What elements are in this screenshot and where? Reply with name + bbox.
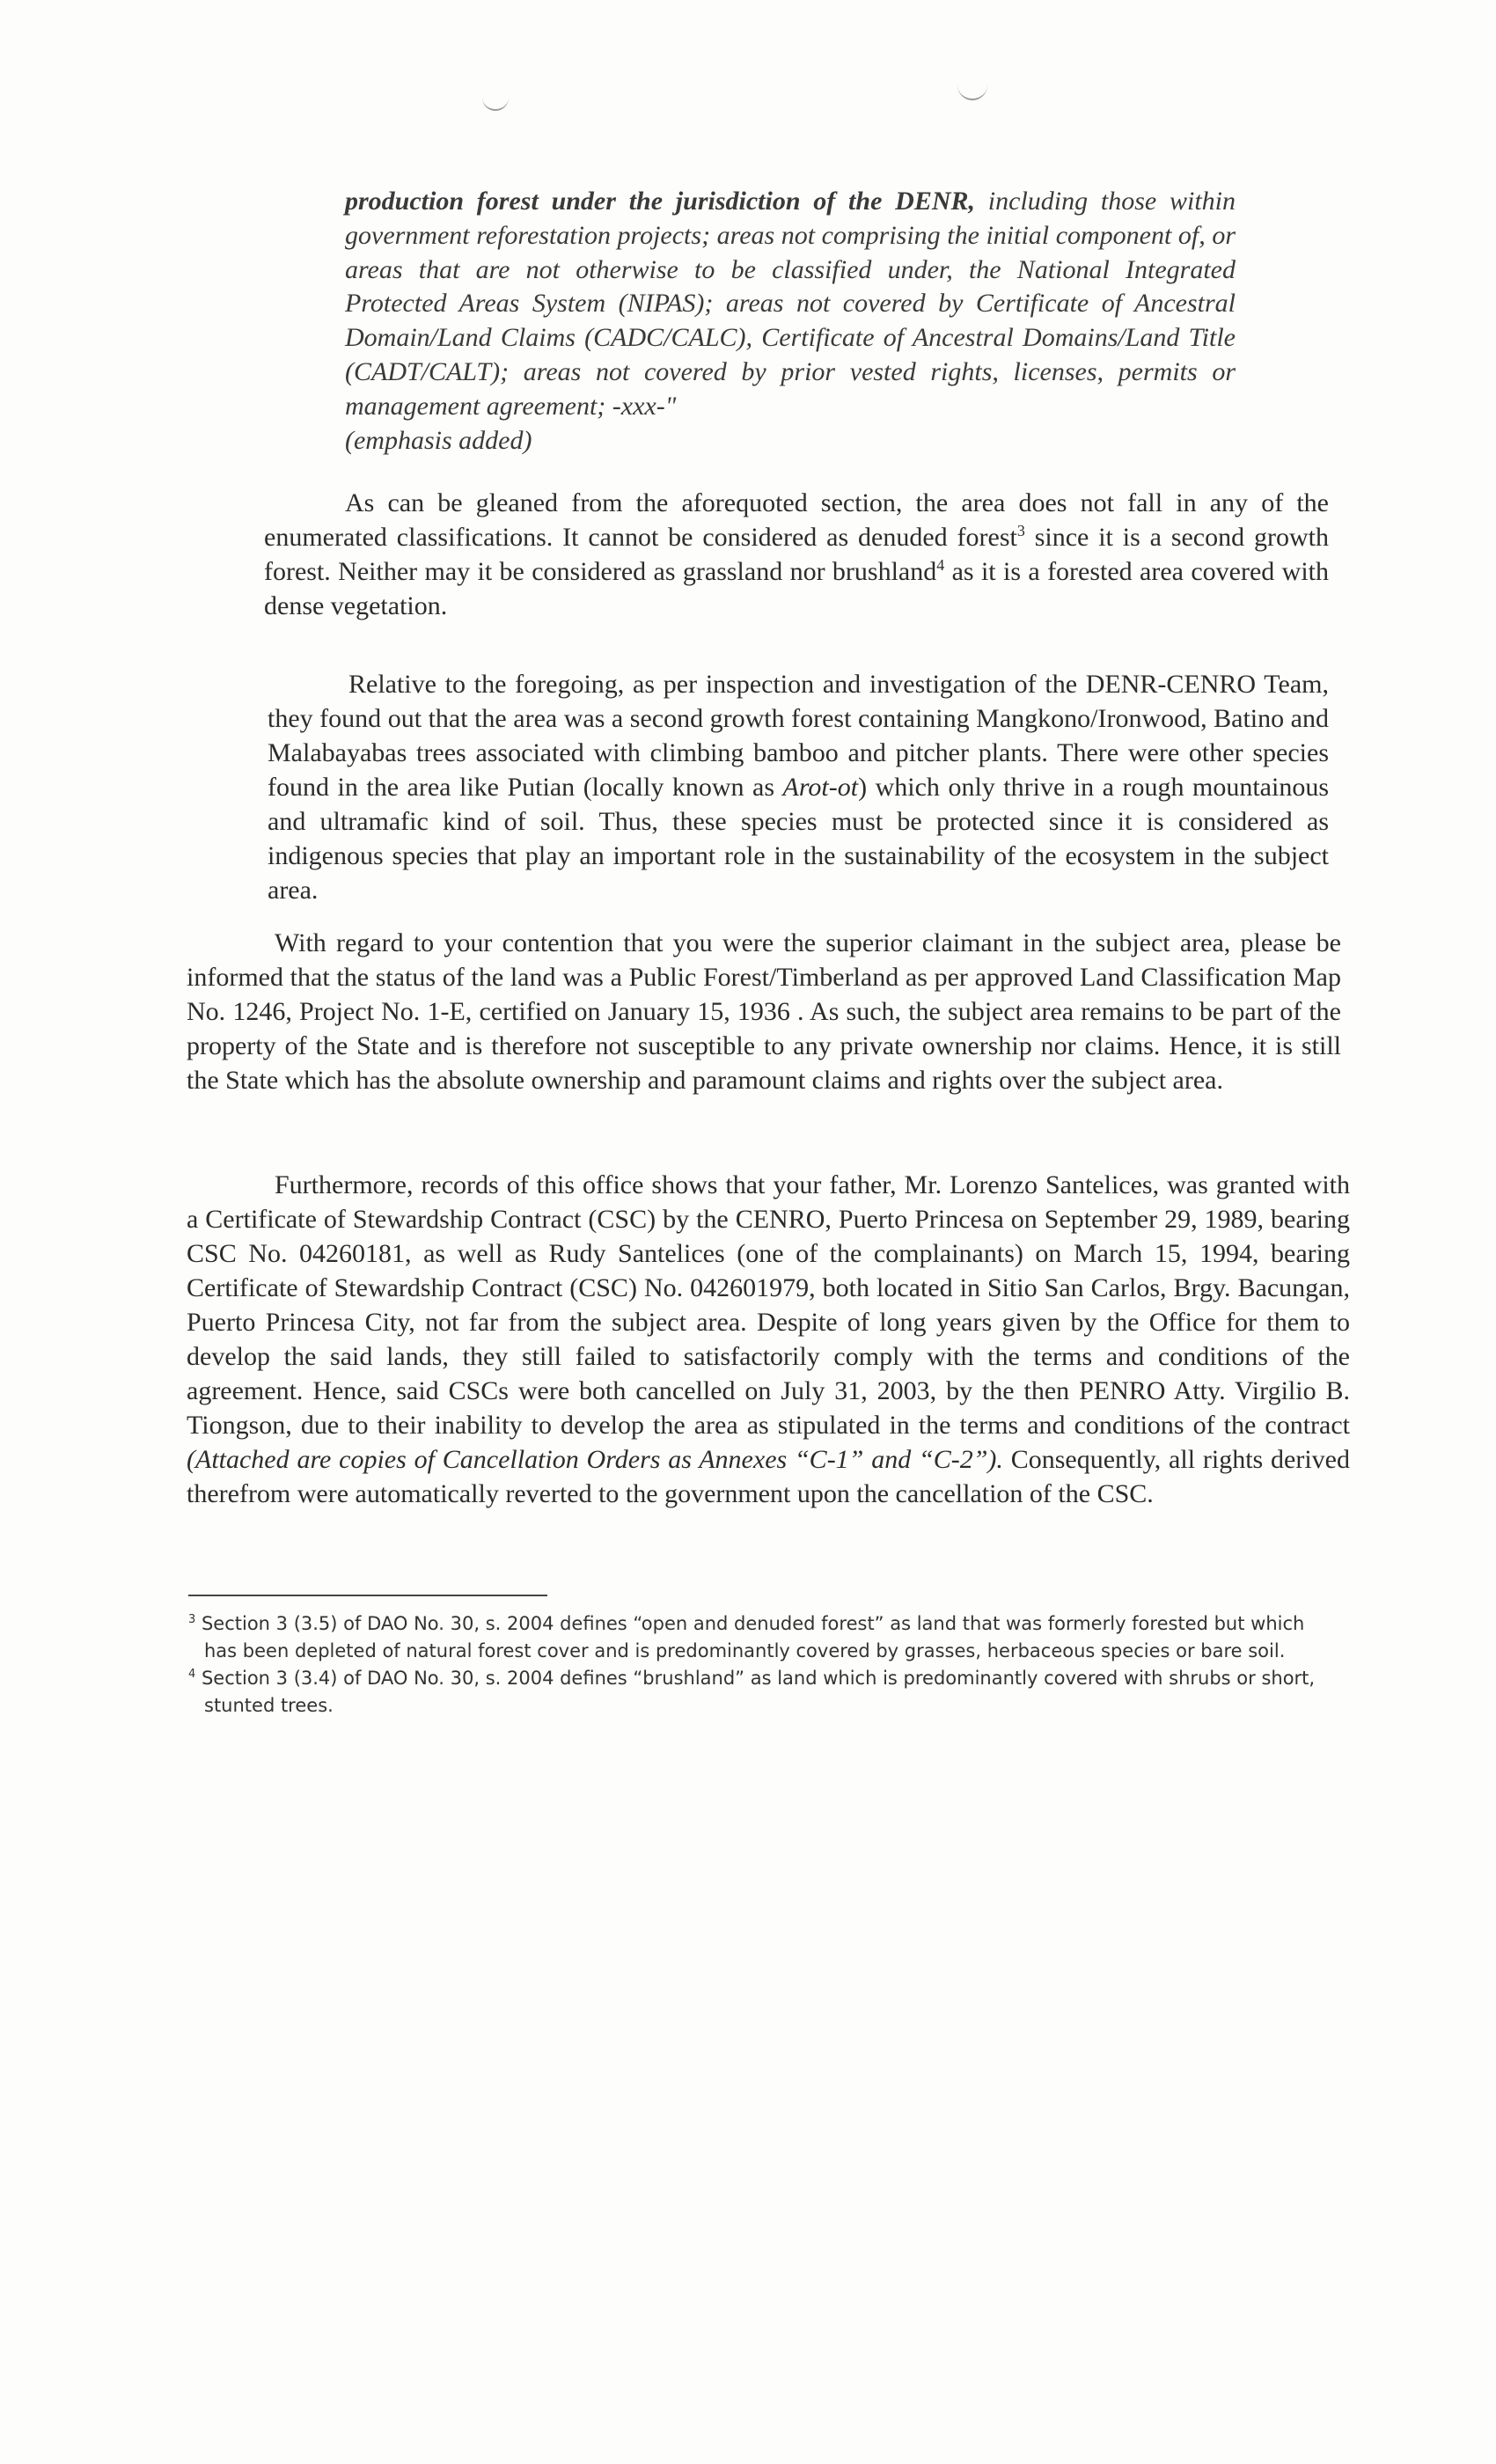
paragraph-classification: [264, 486, 1329, 623]
footnote-number: 3: [188, 1613, 196, 1626]
emphasis-note: (emphasis added): [345, 425, 532, 455]
scan-mark: [482, 92, 509, 111]
paragraph-land-status: [187, 926, 1341, 1097]
paragraph-text: Consequently, all rights derived therefrom were automatically reverted to the government upon the cancellation of the CSC.: [187, 1445, 1350, 1508]
paragraph-text: Furthermore, records of this office shows that your father, Mr. Lorenzo Santelices, was granted with a Certificate of Stewardship Contract (CSC) by the CENRO, Puerto Princesa on September 29, 1989, bearing CSC No. 04260181, as well as Rudy Santelices (one of the complainants) on March 15, 1994, bearing Certificate of Stewardship Contract (CSC) No. 042601979, both located in Sitio San Carlos, Brgy. Bacungan, Puerto Princesa City, not far from the subject area. Despite of long years given by the Office for them to develop the said lands, they still failed to satisfactorily comply with the terms and conditions of the agreement. Hence, said CSCs were both cancelled on July 31, 2003, by the then PENRO Atty. Virgilio B. Tiongson, due to their inability to develop the area as stipulated in the terms and conditions of the contract: [187, 1170, 1350, 1440]
quote-text: including those within government reforestation projects; areas not comprising the initial component of, or areas that are not otherwise to be classified under, the National Integrated Protected Areas System (NIPAS); areas not covered by Certificate of Ancestral Domain/Land Claims (CADC/CALC), Certificate of Ancestral Domains/Land Title (CADT/CALT); areas not covered by prior vested rights, licenses, permits or management agreement; -xxx-": [345, 187, 1236, 421]
quoted-provision: [345, 185, 1236, 458]
footnote: [188, 1610, 1341, 1665]
local-species-name: Arot-ot: [782, 773, 859, 802]
footnote-ref: 4: [936, 556, 945, 574]
paragraph-text: since it is a second growth forest. Neither may it be considered as grassland nor brushland: [264, 523, 1329, 586]
paragraph-text: As can be gleaned from the aforequoted section, the area does not fall in any of the enumerated classifications. It cannot be considered as denuded forest: [264, 488, 1329, 552]
footnotes: [188, 1610, 1341, 1720]
quote-lead: production forest under the jurisdiction of the DENR,: [345, 187, 976, 216]
paragraph-text: With regard to your contention that you were the superior claimant in the subject area, please be informed that the status of the land was a Public Forest/Timberland as per approved Land Classification Map No. 1246, Project No. 1-E, certified on January 15, 1936 . As such, the subject area remains to be part of the property of the State and is therefore not susceptible to any private ownership nor claims. Hence, it is still the State which has the absolute ownership and paramount claims and rights over the subject area.: [187, 928, 1341, 1095]
scan-mark: [957, 81, 987, 100]
footnote-text: Section 3 (3.4) of DAO No. 30, s. 2004 defines “brushland” as land which is predominantly covered with shrubs or short, stunted trees.: [201, 1668, 1316, 1716]
footnote: [188, 1665, 1341, 1720]
footnote-text: Section 3 (3.5) of DAO No. 30, s. 2004 defines “open and denuded forest” as land that was formerly forested but which has been depleted of natural forest cover and is predominantly covered by grasses, herbaceous species or bare soil.: [201, 1613, 1305, 1661]
paragraph-text: ) which only thrive in a rough mountainous and ultramafic kind of soil. Thus, these species must be protected since it is considered as indigenous species that play an important role in the sustainability of the ecosystem in the subject area.: [268, 773, 1329, 905]
paragraph-text: Relative to the foregoing, as per inspection and investigation of the DENR-CENRO Team, they found out that the area was a second growth forest containing Mangkono/Ironwood, Batino and Malabayabas trees associated with climbing bamboo and pitcher plants. There were other species found in the area like Putian (locally known as: [268, 670, 1329, 802]
footnote-number: 4: [188, 1668, 196, 1681]
paragraph-text: as it is a forested area covered with dense vegetation.: [264, 557, 1329, 620]
paragraph-inspection: [268, 667, 1329, 907]
annex-note: (Attached are copies of Cancellation Orders as Annexes “C-1” and “C-2”).: [187, 1445, 1003, 1474]
footnote-ref: 3: [1016, 522, 1025, 539]
paragraph-stewardship: [187, 1168, 1350, 1511]
footnote-divider: [188, 1595, 547, 1596]
